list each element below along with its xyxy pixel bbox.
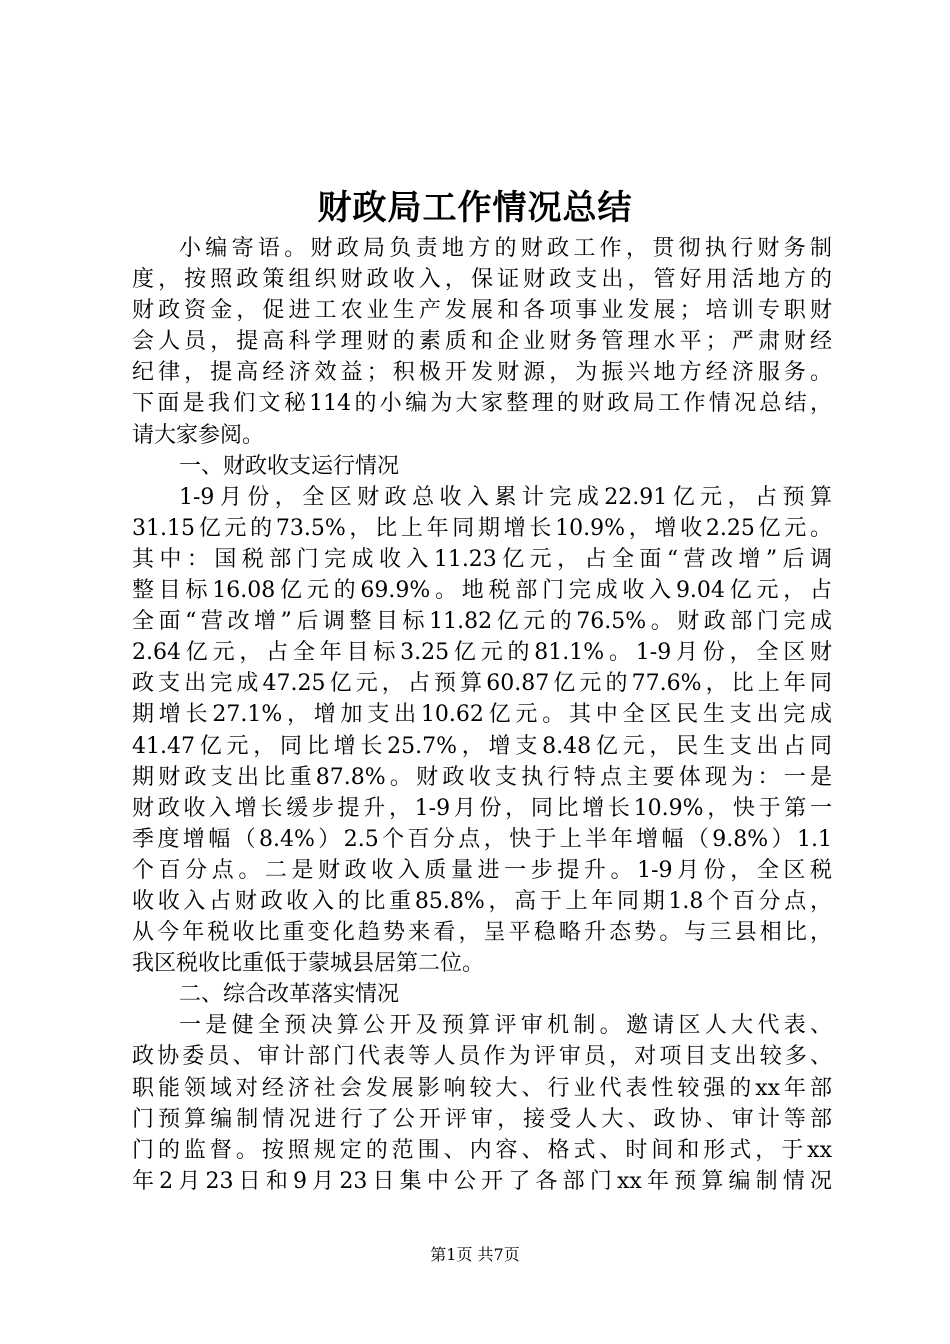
page-footer: 第1页 共7页: [430, 1245, 520, 1264]
paragraph-line: 31.15亿元的73.5%，比上年同期增长10.9%，增收2.25亿元。: [132, 515, 832, 541]
paragraph-line: 政支出完成47.25亿元，占预算60.87亿元的77.6%，比上年同: [132, 671, 832, 697]
paragraph-line: 财政资金，促进工农业生产发展和各项事业发展；培训专职财: [132, 298, 832, 324]
paragraph-line: 会人员，提高科学理财的素质和企业财务管理水平；严肃财经: [132, 329, 832, 355]
paragraph-line: 门预算编制情况进行了公开评审，接受人大、政协、审计等部: [132, 1106, 832, 1132]
paragraph-line: 整目标16.08亿元的69.9%。地税部门完成收入9.04亿元，占: [132, 578, 832, 604]
paragraph-line: 我区税收比重低于蒙城县居第二位。: [132, 951, 485, 977]
document-title: 财政局工作情况总结: [317, 188, 633, 228]
paragraph-line: 41.47亿元，同比增长25.7%，增支8.48亿元，民生支出占同: [132, 733, 832, 759]
paragraph-line: 政协委员、审计部门代表等人员作为评审员，对项目支出较多、: [132, 1044, 832, 1070]
paragraph-line: 纪律，提高经济效益；积极开发财源，为振兴地方经济服务。: [132, 360, 832, 386]
paragraph-line: 请大家参阅。: [132, 422, 265, 448]
paragraph-line: 门的监督。按照规定的范围、内容、格式、时间和形式，于xx: [132, 1137, 832, 1163]
section-heading: 二、综合改革落实情况: [179, 982, 400, 1008]
paragraph-line: 财政收入增长缓步提升，1-9月份，同比增长10.9%，快于第一: [132, 795, 832, 821]
paragraph-line: 季度增幅（8.4%）2.5个百分点，快于上半年增幅（9.8%）1.1: [132, 826, 832, 852]
document-body: [132, 233, 832, 1197]
paragraph-line: 全面“营改增”后调整目标11.82亿元的76.5%。财政部门完成: [132, 609, 832, 635]
paragraph-line: 一是健全预决算公开及预算评审机制。邀请区人大代表、: [179, 1013, 832, 1039]
section-heading: 一、财政收支运行情况: [179, 453, 400, 479]
paragraph-line: 期财政支出比重87.8%。财政收支执行特点主要体现为：一是: [132, 764, 832, 790]
paragraph-line: 从今年税收比重变化趋势来看，呈平稳略升态势。与三县相比，: [132, 920, 832, 946]
paragraph-line: 小编寄语。财政局负责地方的财政工作，贯彻执行财务制: [179, 236, 832, 261]
paragraph-line: 期增长27.1%，增加支出10.62亿元。其中全区民生支出完成: [132, 702, 832, 728]
paragraph-line: 职能领域对经济社会发展影响较大、行业代表性较强的xx年部: [132, 1075, 832, 1101]
paragraph-line: 收收入占财政收入的比重85.8%，高于上年同期1.8个百分点，: [132, 888, 832, 914]
paragraph-line: 其中：国税部门完成收入11.23亿元，占全面“营改增”后调: [132, 546, 832, 572]
paragraph-line: 个百分点。二是财政收入质量进一步提升。1-9月份，全区税: [132, 857, 832, 883]
paragraph-line: 2.64亿元，占全年目标3.25亿元的81.1%。1-9月份，全区财: [132, 640, 832, 666]
paragraph-line: 度，按照政策组织财政收入，保证财政支出，管好用活地方的: [132, 267, 832, 293]
paragraph-line: 年2月23日和9月23日集中公开了各部门xx年预算编制情况: [132, 1168, 832, 1194]
paragraph-line: 下面是我们文秘114的小编为大家整理的财政局工作情况总结，: [132, 391, 832, 417]
paragraph-line: 1-9月份，全区财政总收入累计完成22.91亿元，占预算: [179, 484, 832, 510]
